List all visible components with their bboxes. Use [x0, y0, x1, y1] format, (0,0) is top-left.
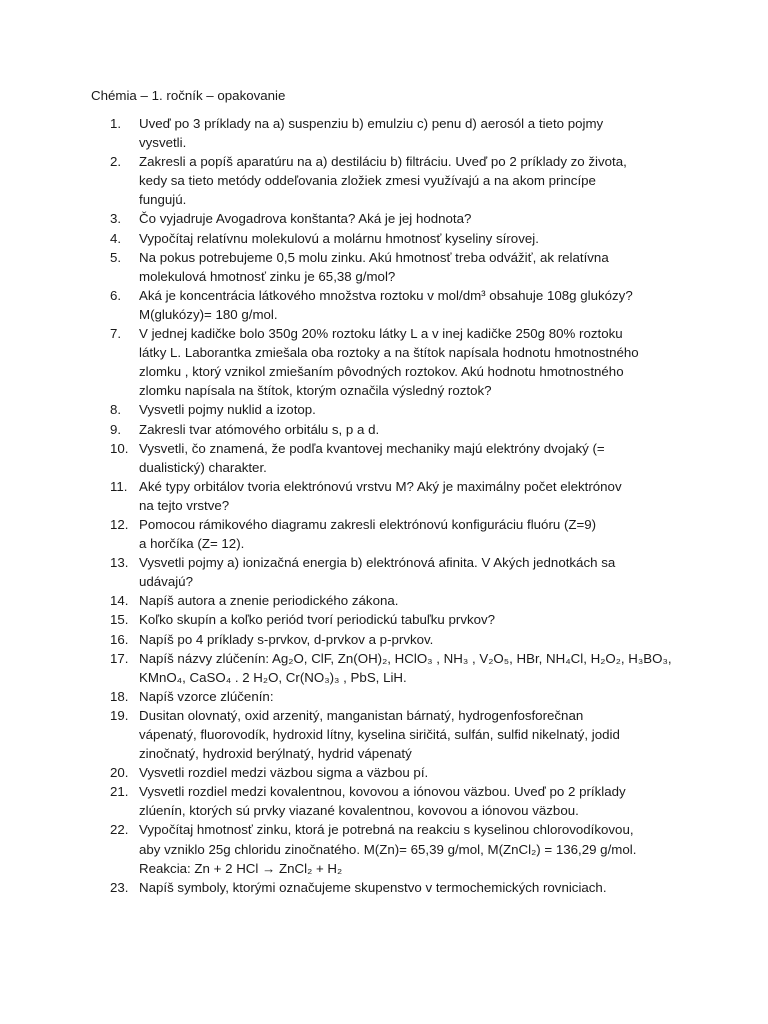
- question-number: 17.: [110, 650, 129, 666]
- question-item: [0, 515, 679, 553]
- question-text-line: Napíš symboly, ktorými označujeme skupenstvo v termochemických rovniciach.: [139, 879, 607, 895]
- question-text-line: vápenatý, fluorovodík, hydroxid lítny, kyselina siričitá, sulfán, sulfid nikelnatý, jodid: [139, 727, 620, 742]
- question-text-line: Vysvetli, čo znamená, že podľa kvantovej mechaniky majú elektróny dvojaký (=: [139, 440, 605, 456]
- document-title: Chémia – 1. ročník – opakovanie: [91, 88, 286, 103]
- question-text-line: zlomku , ktorý vznikol zmiešaním pôvodných roztokov. Akú hodnotu hmotnostného: [139, 364, 624, 380]
- question-text-line: Uveď po 3 príklady na a) suspenziu b) emulziu c) penu d) aerosól a tieto pojmy: [139, 116, 604, 131]
- question-number: 23.: [110, 879, 129, 895]
- question-item: [0, 706, 679, 763]
- question-number: 22.: [110, 822, 129, 838]
- question-item: [0, 286, 679, 324]
- question-number: 18.: [110, 688, 129, 704]
- question-text-line: Vysvetli rozdiel medzi kovalentnou, kovovou a iónovou väzbou. Uveď po 2 príklady: [139, 784, 626, 800]
- question-text-line: kedy sa tieto metódy oddeľovania zložiek zmesi využívajú a na akom princípe: [139, 173, 596, 189]
- question-number: 1.: [110, 116, 122, 131]
- question-text-line: zlomku napísala na štítok, ktorým označila výsledný roztok?: [139, 383, 492, 399]
- question-item: [0, 209, 679, 228]
- question-text-line: Koľko skupín a koľko periód tvorí periodickú tabuľku prvkov?: [139, 612, 496, 628]
- question-item: [0, 820, 679, 877]
- question-text-line: Vypočítaj hmotnosť zinku, ktorá je potrebná na reakciu s kyselinou chlorovodíkovou,: [139, 822, 634, 838]
- question-text-line: látky L. Laborantka zmiešala oba roztoky a na štítok napísala hodnotu hmotnostného: [139, 345, 639, 361]
- question-number: 8.: [110, 402, 122, 418]
- question-number: 19.: [110, 707, 129, 723]
- question-text-line: vysvetli.: [139, 135, 187, 151]
- question-text-line: zlúenín, ktorých sú prvky viazané kovalentnou, kovovou a iónovou väzbou.: [139, 803, 579, 819]
- question-text-line: Aké typy orbitálov tvoria elektrónovú vrstvu M? Aký je maximálny počet elektrónov: [139, 478, 622, 494]
- question-number: 16.: [110, 631, 129, 647]
- question-item: [0, 553, 679, 591]
- question-item: [0, 630, 679, 649]
- question-text-line: a horčíka (Z= 12).: [139, 536, 245, 552]
- question-number: 3.: [110, 211, 122, 227]
- question-text-line: Vypočítaj relatívnu molekulovú a molárnu hmotnosť kyseliny sírovej.: [139, 230, 539, 246]
- question-number: 21.: [110, 784, 129, 800]
- question-text-line: KMnO₄, CaSO₄ . 2 H₂O, Cr(NO₃)₃ , PbS, LiH.: [139, 669, 407, 685]
- question-text-line: udávajú?: [139, 574, 193, 590]
- question-number: 11.: [110, 478, 128, 494]
- question-text-line: Napíš názvy zlúčenín: Ag₂O, ClF, Zn(OH)₂, HClO₃ , NH₃ , V₂O₅, HBr, NH₄Cl, H₂O₂, H₃BO₃,: [139, 650, 672, 666]
- question-text-line: na tejto vrstve?: [139, 497, 230, 513]
- question-list: [0, 114, 768, 897]
- question-item: [0, 229, 679, 248]
- question-text-line: Napíš vzorce zlúčenín:: [139, 688, 274, 704]
- question-text-line: Vysvetli pojmy a) ionizačná energia b) elektrónová afinita. V Akých jednotkách sa: [139, 555, 616, 571]
- question-item: [0, 763, 679, 782]
- question-number: 2.: [110, 154, 122, 170]
- question-item: [0, 324, 679, 400]
- question-item: [0, 782, 679, 820]
- question-text-line: molekulová hmotnosť zinku je 65,38 g/mol?: [139, 268, 396, 284]
- question-number: 5.: [110, 249, 122, 265]
- question-item: [0, 878, 679, 897]
- question-item: [0, 687, 679, 706]
- question-number: 4.: [110, 230, 122, 246]
- question-number: 7.: [110, 326, 122, 342]
- question-item: [0, 439, 679, 477]
- question-item: [0, 477, 679, 515]
- question-item: [0, 400, 679, 419]
- question-text-line: aby vzniklo 25g chloridu zinočnatého. M(Zn)= 65,39 g/mol, M(ZnCl₂) = 136,29 g/mol.: [139, 841, 637, 857]
- question-text-line: fungujú.: [139, 192, 187, 208]
- question-text-line: zinočnatý, hydroxid berýlnatý, hydrid vápenatý: [139, 746, 412, 762]
- question-number: 9.: [110, 421, 122, 437]
- question-item: [0, 152, 679, 209]
- question-number: 13.: [110, 555, 129, 571]
- question-text-line: dualistický) charakter.: [139, 459, 267, 475]
- question-text-line: Aká je koncentrácia látkového množstva roztoku v mol/dm³ obsahuje 108g glukózy?: [139, 287, 633, 303]
- question-item: [0, 114, 679, 152]
- question-text-line: Reakcia: Zn + 2 HCl → ZnCl₂ + H₂: [139, 860, 343, 876]
- question-item: [0, 649, 679, 687]
- question-item: [0, 591, 679, 610]
- question-number: 6.: [110, 287, 122, 303]
- question-text-line: M(glukózy)= 180 g/mol.: [139, 306, 278, 322]
- question-text-line: Pomocou rámikového diagramu zakresli elektrónovú konfiguráciu fluóru (Z=9): [139, 516, 597, 532]
- question-number: 12.: [110, 516, 129, 532]
- question-text-line: Dusitan olovnatý, oxid arzenitý, manganistan bárnatý, hydrogenfosforečnan: [139, 707, 584, 723]
- question-item: [0, 248, 679, 286]
- question-number: 15.: [110, 612, 129, 628]
- question-text-line: Vysvetli pojmy nuklid a izotop.: [139, 402, 316, 418]
- question-item: [0, 420, 679, 439]
- question-text-line: Na pokus potrebujeme 0,5 molu zinku. Akú hmotnosť treba odvážiť, ak relatívna: [139, 249, 609, 265]
- question-number: 14.: [110, 593, 129, 609]
- question-text-line: Napíš po 4 príklady s-prvkov, d-prvkov a p-prvkov.: [139, 631, 434, 647]
- question-number: 20.: [110, 765, 129, 781]
- question-item: [0, 610, 679, 629]
- question-text-line: Napíš autora a znenie periodického zákona.: [139, 593, 399, 609]
- question-text-line: Čo vyjadruje Avogadrova konštanta? Aká je jej hodnota?: [139, 211, 472, 227]
- question-text-line: Vysvetli rozdiel medzi väzbou sigma a väzbou pí.: [139, 765, 429, 781]
- question-text-line: Zakresli a popíš aparatúru na a) destiláciu b) filtráciu. Uveď po 2 príklady zo života,: [139, 154, 627, 170]
- question-text-line: Zakresli tvar atómového orbitálu s, p a d.: [139, 421, 380, 437]
- question-text-line: V jednej kadičke bolo 350g 20% roztoku látky L a v inej kadičke 250g 80% roztoku: [139, 326, 623, 342]
- question-number: 10.: [110, 440, 129, 456]
